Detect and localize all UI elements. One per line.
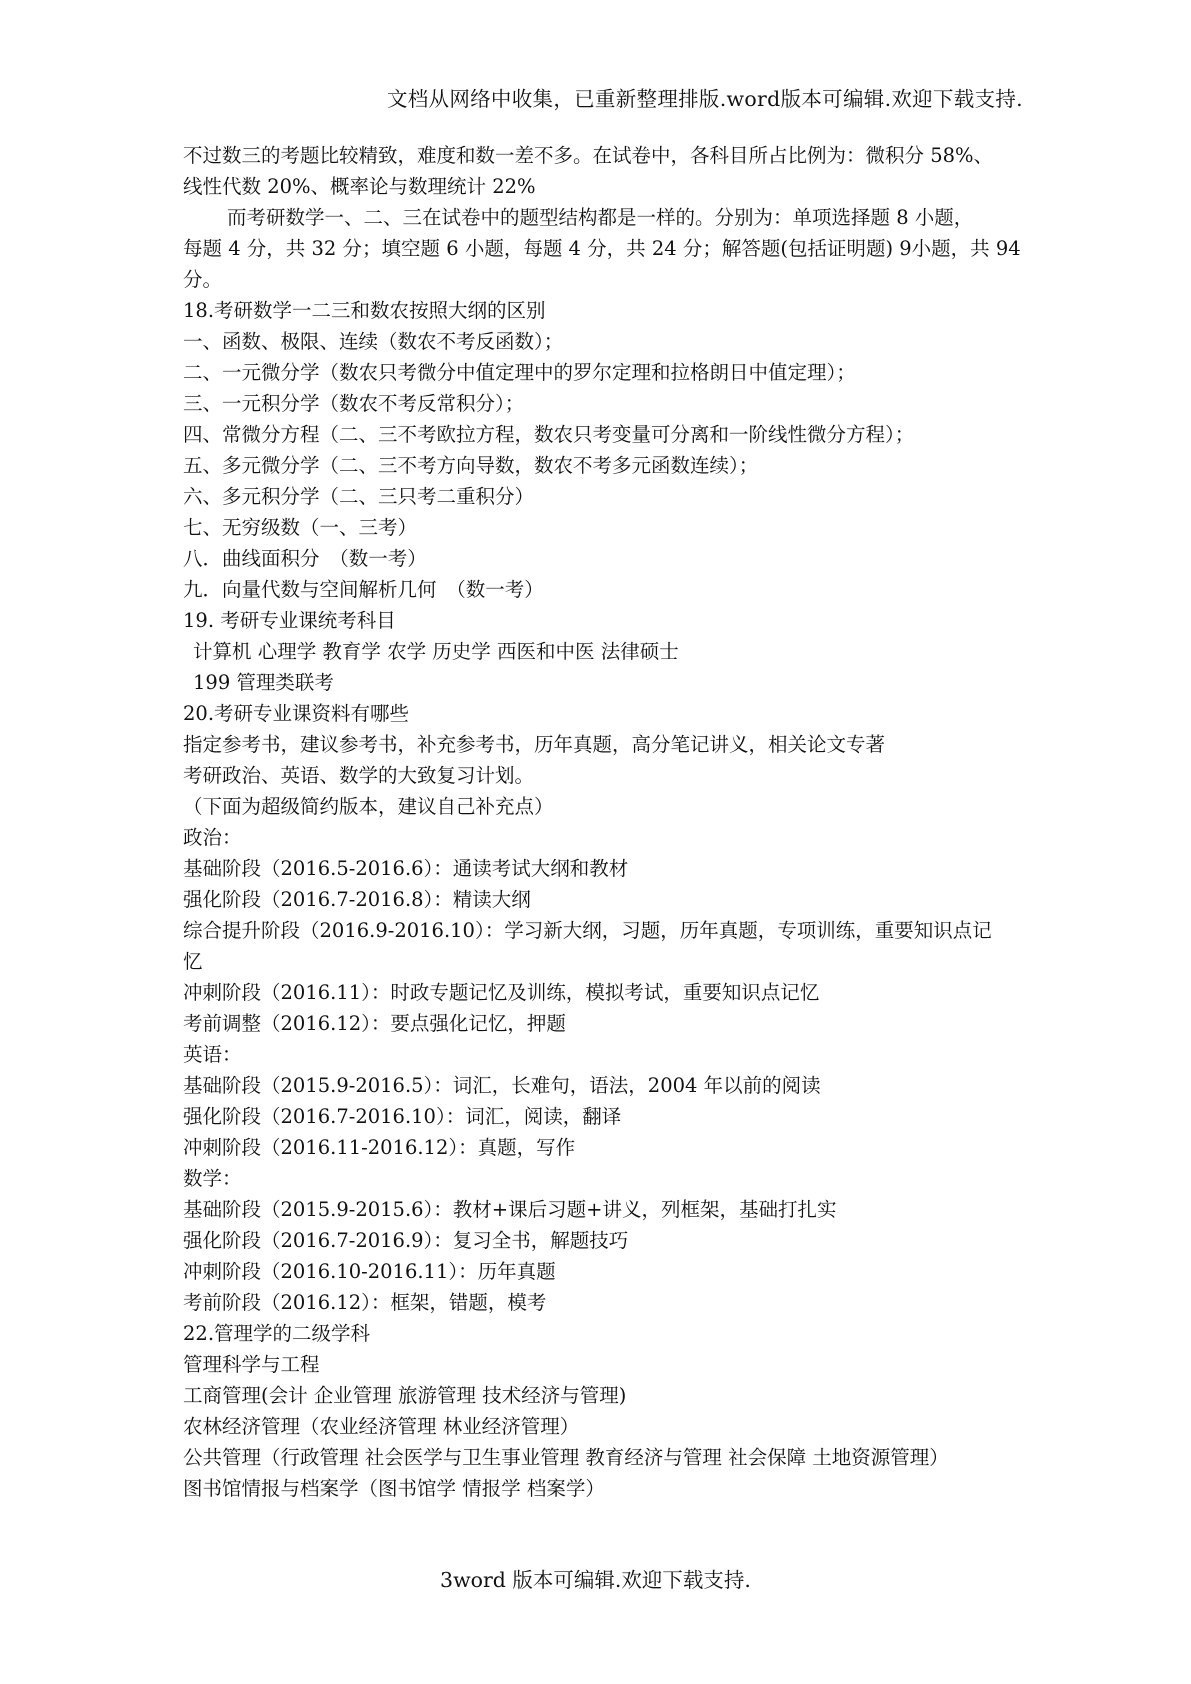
text-line: 基础阶段（2016.5-2016.6）：通读考试大纲和教材 bbox=[183, 857, 629, 880]
text-line: 考前阶段（2016.12）：框架，错题，模考 bbox=[183, 1291, 547, 1314]
text-line: 每题 4 分，共 32 分；填空题 6 小题，每题 4 分，共 24 分；解答题(包括证明题) 9小题，共 94 bbox=[183, 237, 1021, 260]
text-line: 八．曲线面积分 （数一考） bbox=[183, 547, 427, 570]
text-line: 工商管理(会计 企业管理 旅游管理 技术经济与管理) bbox=[183, 1384, 627, 1407]
text-line: 图书馆情报与档案学（图书馆学 情报学 档案学） bbox=[183, 1477, 605, 1500]
text-line: 考研政治、英语、数学的大致复习计划。 bbox=[183, 764, 535, 787]
page-footer: 3word 版本可编辑.欢迎下载支持. bbox=[440, 1568, 751, 1592]
document-body bbox=[183, 140, 1023, 1504]
page-header: 文档从网络中收集，已重新整理排版.word版本可编辑.欢迎下载支持. bbox=[386, 87, 1023, 111]
text-line: 冲刺阶段（2016.11-2016.12）：真题，写作 bbox=[183, 1136, 576, 1159]
text-line: 计算机 心理学 教育学 农学 历史学 西医和中医 法律硕士 bbox=[193, 640, 679, 663]
text-line: （下面为超级简约版本，建议自己补充点） bbox=[183, 795, 554, 818]
text-line: 考前调整（2016.12）：要点强化记忆，押题 bbox=[183, 1012, 566, 1035]
text-line: 基础阶段（2015.9-2015.6）：教材+课后习题+讲义，列框架，基础打扎实 bbox=[183, 1198, 837, 1221]
text-line: 分。 bbox=[183, 268, 223, 291]
section-heading: 22.管理学的二级学科 bbox=[183, 1322, 371, 1345]
text-line: 强化阶段（2016.7-2016.8）：精读大纲 bbox=[183, 888, 531, 911]
section-heading: 19. 考研专业课统考科目 bbox=[183, 609, 396, 632]
text-line: 强化阶段（2016.7-2016.10）：词汇，阅读，翻译 bbox=[183, 1105, 622, 1128]
text-line: 九．向量代数与空间解析几何 （数一考） bbox=[183, 578, 544, 601]
text-line: 而考研数学一、二、三在试卷中的题型结构都是一样的。分别为：单项选择题 8 小题， bbox=[227, 206, 974, 229]
text-line: 农林经济管理（农业经济管理 林业经济管理） bbox=[183, 1415, 580, 1438]
subsection-label: 英语： bbox=[183, 1043, 242, 1066]
text-line: 线性代数 20%、概率论与数理统计 22% bbox=[183, 175, 536, 198]
subsection-label: 政治： bbox=[183, 826, 242, 849]
text-line: 一、函数、极限、连续（数农不考反函数）； bbox=[183, 330, 564, 353]
text-line: 冲刺阶段（2016.11）：时政专题记忆及训练，模拟考试，重要知识点记忆 bbox=[183, 981, 820, 1004]
text-line: 不过数三的考题比较精致，难度和数一差不多。在试卷中，各科目所占比例为：微积分 58%、 bbox=[183, 144, 994, 167]
text-line: 三、一元积分学（数农不考反常积分）； bbox=[183, 392, 525, 415]
text-line: 二、一元微分学（数农只考微分中值定理中的罗尔定理和拉格朗日中值定理）； bbox=[183, 361, 856, 384]
text-line: 综合提升阶段（2016.9-2016.10）：学习新大纲，习题，历年真题，专项训练，重要知识点记 bbox=[183, 919, 992, 942]
subsection-label: 数学： bbox=[183, 1167, 242, 1190]
text-line: 五、多元微分学（二、三不考方向导数，数农不考多元函数连续）； bbox=[183, 454, 759, 477]
text-line: 六、多元积分学（二、三只考二重积分） bbox=[183, 485, 535, 508]
text-line: 指定参考书，建议参考书，补充参考书，历年真题，高分笔记讲义，相关论文专著 bbox=[183, 733, 886, 756]
text-line: 管理科学与工程 bbox=[183, 1353, 320, 1376]
section-heading: 18.考研数学一二三和数农按照大纲的区别 bbox=[183, 299, 546, 322]
text-line: 四、常微分方程（二、三不考欧拉方程，数农只考变量可分离和一阶线性微分方程）； bbox=[183, 423, 915, 446]
text-line: 忆 bbox=[183, 950, 203, 973]
section-heading: 20.考研专业课资料有哪些 bbox=[183, 702, 410, 725]
text-line: 冲刺阶段（2016.10-2016.11）：历年真题 bbox=[183, 1260, 556, 1283]
text-line: 公共管理（行政管理 社会医学与卫生事业管理 教育经济与管理 社会保障 土地资源管理） bbox=[183, 1446, 949, 1469]
text-line: 强化阶段（2016.7-2016.9）：复习全书，解题技巧 bbox=[183, 1229, 629, 1252]
text-line: 基础阶段（2015.9-2016.5）：词汇，长难句，语法，2004 年以前的阅读 bbox=[183, 1074, 821, 1097]
text-line: 199 管理类联考 bbox=[193, 671, 334, 694]
text-line: 七、无穷级数（一、三考） bbox=[183, 516, 418, 539]
